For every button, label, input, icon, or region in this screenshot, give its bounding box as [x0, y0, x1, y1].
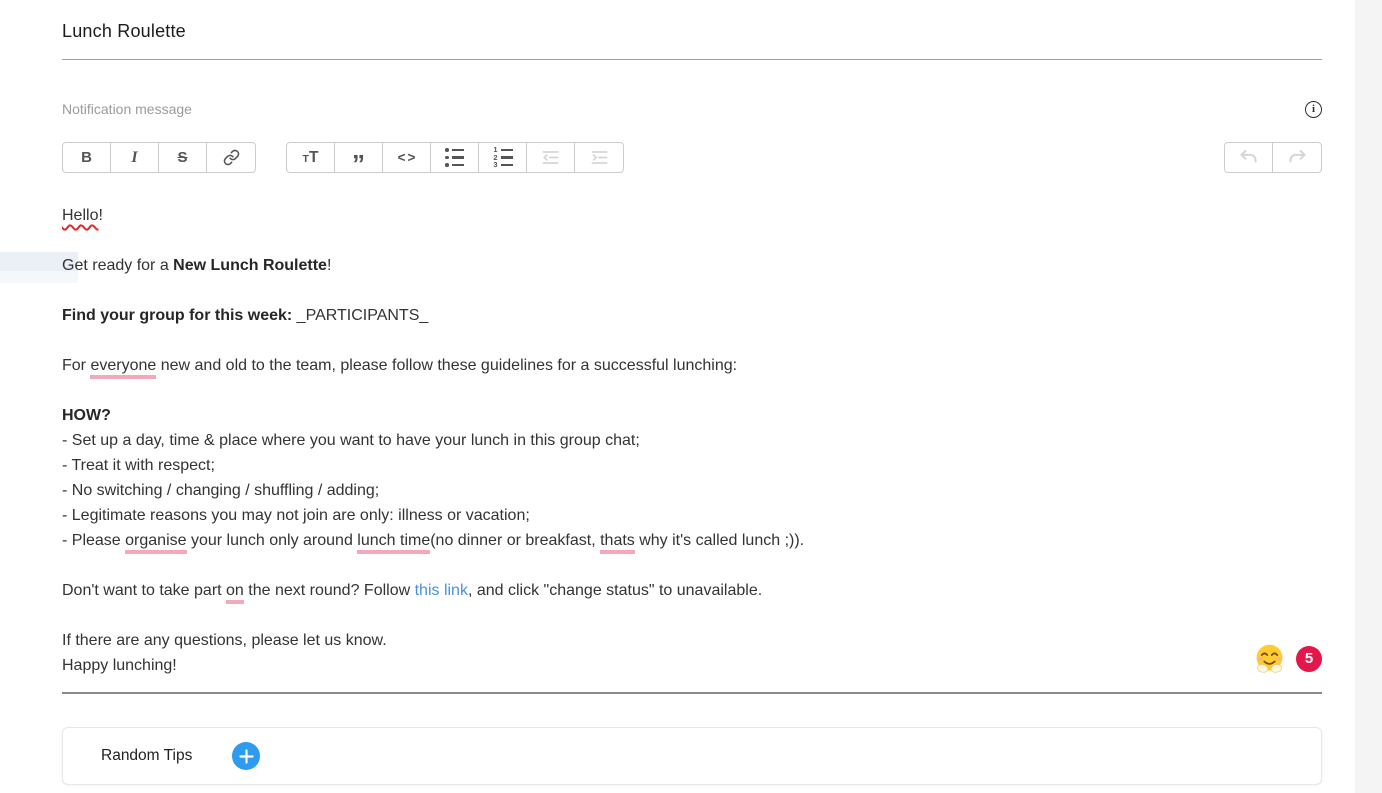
text-segment: Don't want to take part — [62, 582, 227, 599]
bullet-list-button[interactable] — [431, 143, 479, 172]
redo-icon — [1287, 147, 1308, 168]
editor-content[interactable] — [62, 203, 1322, 678]
undo-button[interactable] — [1225, 143, 1273, 172]
strikethrough-button[interactable] — [159, 143, 207, 172]
blockquote-icon: ” — [352, 148, 365, 179]
info-icon[interactable]: i — [1305, 101, 1322, 118]
plus-icon — [239, 749, 254, 764]
text-segment: organise — [125, 532, 186, 554]
page-title: Lunch Roulette — [62, 21, 186, 41]
redo-button[interactable] — [1273, 143, 1321, 172]
text-segment: - Set up a day, time & place where you want to have your lunch in this group chat; — [62, 432, 640, 449]
content-divider — [62, 692, 1322, 694]
bold-icon: B — [81, 149, 92, 166]
bold-button[interactable] — [63, 143, 111, 172]
font-size-icon: TT — [302, 148, 319, 166]
text-segment: ! — [98, 207, 103, 224]
text-segment: (no dinner or breakfast, — [430, 532, 601, 549]
italic-button[interactable] — [111, 143, 159, 172]
hugging-face-emoji[interactable] — [1254, 643, 1285, 674]
text-segment: on — [226, 582, 244, 604]
text-segment: ! — [326, 257, 332, 274]
link-button[interactable] — [207, 143, 255, 172]
text-segment: Get ready for a — [62, 257, 174, 274]
text-segment: HOW? — [62, 407, 111, 424]
text-segment: why it's called lunch ;)). — [634, 532, 805, 549]
history-group — [1224, 142, 1322, 173]
text-segment: _PARTICIPANTS_ — [292, 307, 429, 324]
text-segment: lunch time — [357, 532, 430, 554]
text-segment: , and click "change status" to unavailable. — [467, 582, 763, 599]
outdent-icon — [541, 148, 560, 167]
text-segment: your lunch only around — [186, 532, 358, 549]
italic-icon: I — [131, 148, 138, 166]
text-segment: - No switching / changing / shuffling / adding; — [62, 482, 380, 499]
strikethrough-icon: S — [177, 149, 188, 166]
code-icon: <> — [397, 150, 418, 165]
numbered-list-icon: 1 2 3 — [493, 148, 513, 167]
indent-icon — [590, 148, 609, 167]
text-format-group — [62, 142, 256, 173]
text-segment: New Lunch Roulette — [173, 257, 327, 274]
text-segment: new and old to the team, please follow these guidelines for a successful lunching: — [156, 357, 738, 374]
text-segment: - Treat it with respect; — [62, 457, 215, 474]
text-segment: Hello — [62, 207, 99, 224]
this-link[interactable]: this link — [414, 582, 468, 599]
text-segment: For — [62, 357, 91, 374]
paragraph-block — [62, 203, 1322, 228]
random-tips-card — [62, 727, 1322, 785]
formatting-toolbar — [62, 142, 1322, 179]
title-divider — [62, 59, 1322, 60]
numbered-list-button[interactable] — [479, 143, 527, 172]
blockquote-button[interactable] — [335, 143, 383, 179]
notification-editor-panel — [62, 0, 1322, 785]
text-segment: thats — [600, 532, 635, 554]
reaction-count-badge: 5 — [1296, 646, 1322, 672]
random-tips-label: Random Tips — [101, 747, 193, 764]
text-segment: Find your group for this week: — [62, 307, 293, 324]
text-segment: the next round? Follow — [243, 582, 415, 599]
outdent-button[interactable] — [527, 143, 575, 172]
paragraph-block — [62, 403, 1322, 553]
paragraph-block — [62, 578, 1322, 603]
notification-message-label: Notification message — [62, 101, 192, 117]
indent-button[interactable] — [575, 143, 623, 172]
font-size-button[interactable] — [287, 143, 335, 172]
paragraph-block — [62, 628, 1322, 678]
code-button[interactable] — [383, 143, 431, 172]
link-icon — [223, 149, 240, 166]
right-gutter — [1355, 0, 1382, 793]
block-format-group — [286, 142, 624, 179]
text-segment: If there are any questions, please let us know. — [62, 632, 387, 649]
paragraph-block — [62, 303, 1322, 328]
undo-icon — [1238, 147, 1259, 168]
text-segment: - Legitimate reasons you may not join are only: illness or vacation; — [62, 507, 530, 524]
bullet-list-icon — [445, 148, 464, 167]
paragraph-block — [62, 353, 1322, 378]
text-segment: everyone — [90, 357, 156, 379]
text-segment: - Please — [62, 532, 126, 549]
reactions — [1254, 643, 1322, 674]
add-tip-button[interactable] — [232, 742, 260, 770]
paragraph-block — [62, 253, 1322, 278]
text-segment: Happy lunching! — [62, 657, 177, 674]
